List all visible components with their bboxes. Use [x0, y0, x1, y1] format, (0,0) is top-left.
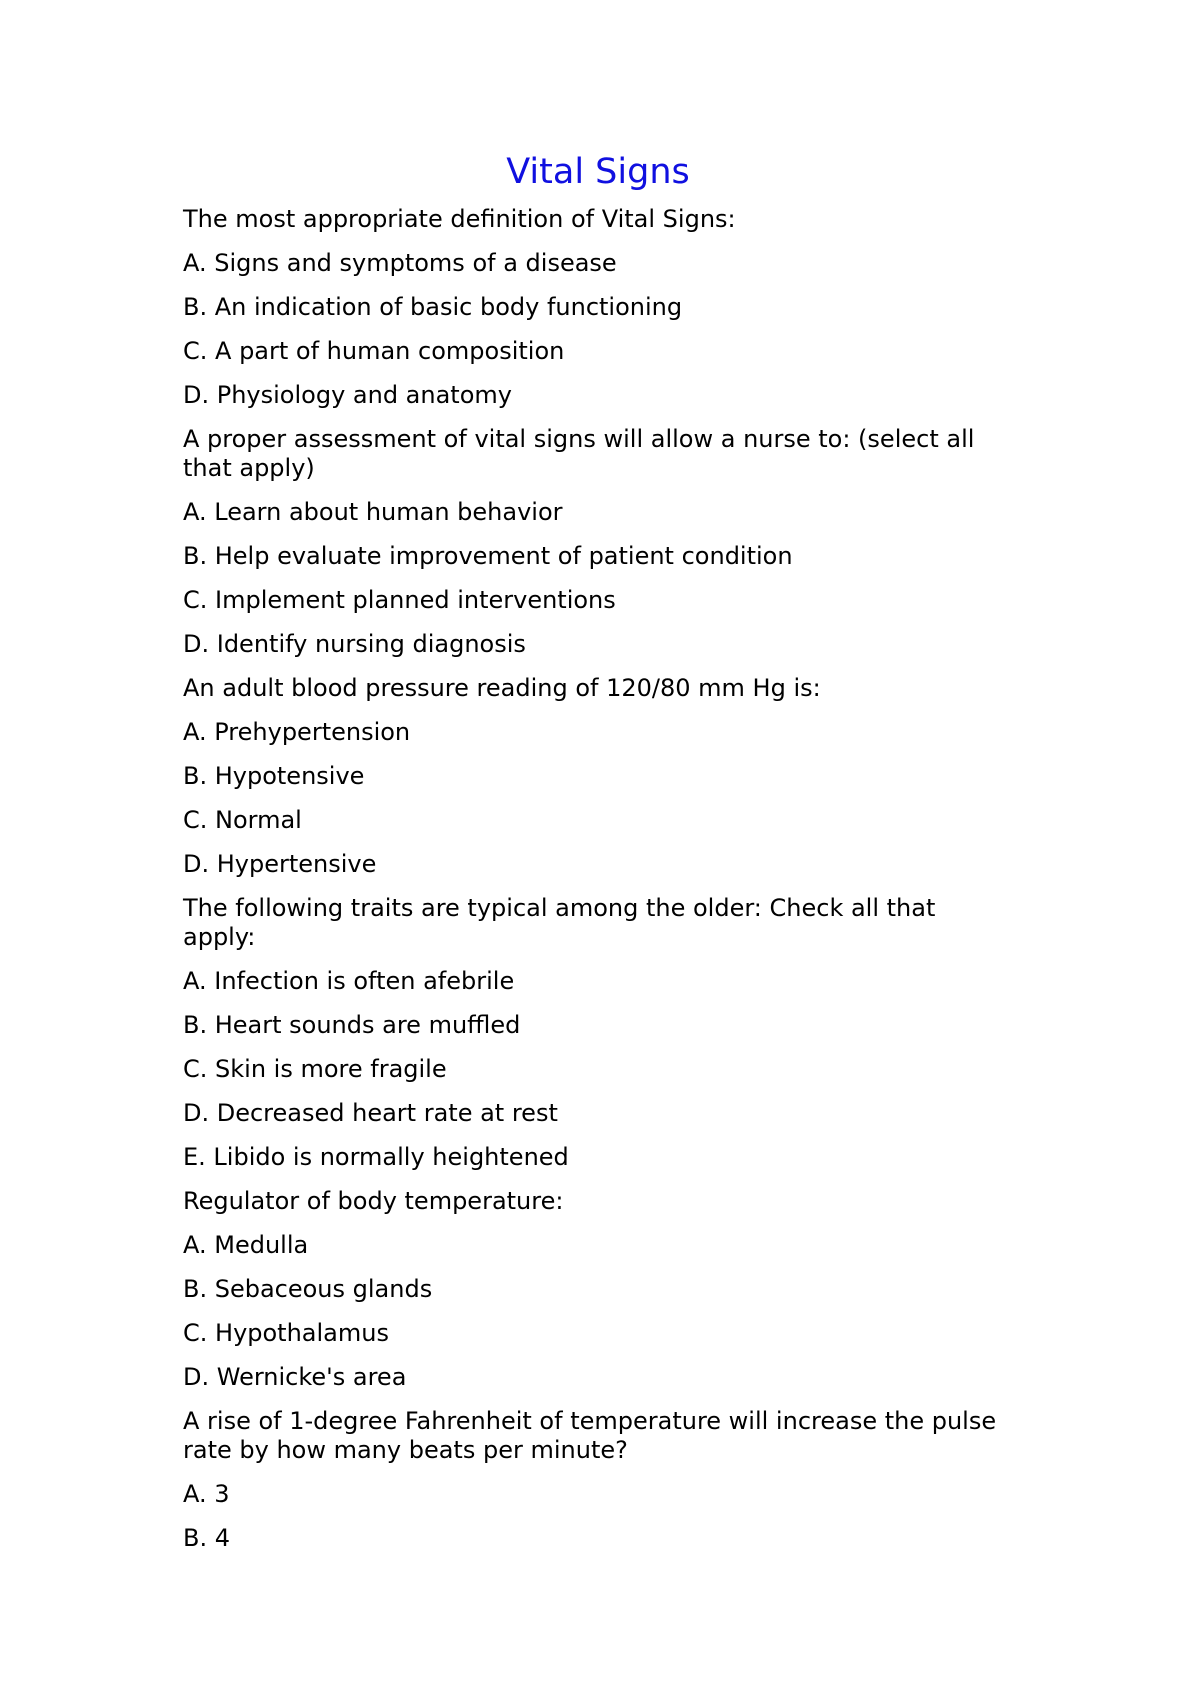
question-prompt: An adult blood pressure reading of 120/80 mm Hg is: [183, 674, 821, 702]
answer-option: A. Learn about human behavior [183, 498, 563, 526]
answer-option: C. Hypothalamus [183, 1319, 389, 1347]
question-list [183, 205, 1013, 1568]
answer-option: D. Wernicke's area [183, 1363, 407, 1391]
answer-option: D. Hypertensive [183, 850, 377, 878]
answer-option: A. Infection is often afebrile [183, 967, 515, 995]
answer-option: C. Normal [183, 806, 302, 834]
document-title: Vital Signs [506, 152, 690, 192]
question-prompt: Regulator of body temperature: [183, 1187, 564, 1215]
answer-option: B. Sebaceous glands [183, 1275, 433, 1303]
answer-option: B. 4 [183, 1524, 230, 1552]
answer-option: B. Heart sounds are muffled [183, 1011, 521, 1039]
answer-option: C. Skin is more fragile [183, 1055, 447, 1083]
answer-option: A. 3 [183, 1480, 230, 1508]
answer-option: E. Libido is normally heightened [183, 1143, 569, 1171]
question-prompt: A rise of 1-degree Fahrenheit of temperature will increase the pulse rate by how many beats per minute? [183, 1407, 997, 1464]
answer-option: D. Identify nursing diagnosis [183, 630, 526, 658]
question-prompt: The most appropriate definition of Vital Signs: [183, 205, 736, 233]
answer-option: B. Help evaluate improvement of patient condition [183, 542, 793, 570]
answer-option: C. Implement planned interventions [183, 586, 616, 614]
answer-option: B. An indication of basic body functioning [183, 293, 683, 321]
answer-option: A. Signs and symptoms of a disease [183, 249, 617, 277]
answer-option: B. Hypotensive [183, 762, 365, 790]
answer-option: A. Medulla [183, 1231, 309, 1259]
answer-option: D. Decreased heart rate at rest [183, 1099, 558, 1127]
question-prompt: The following traits are typical among the older: Check all that apply: [183, 894, 936, 951]
question-prompt: A proper assessment of vital signs will allow a nurse to: (select all that apply) [183, 425, 975, 482]
document-body [183, 148, 1013, 1568]
answer-option: C. A part of human composition [183, 337, 565, 365]
answer-option: D. Physiology and anatomy [183, 381, 512, 409]
answer-option: A. Prehypertension [183, 718, 411, 746]
